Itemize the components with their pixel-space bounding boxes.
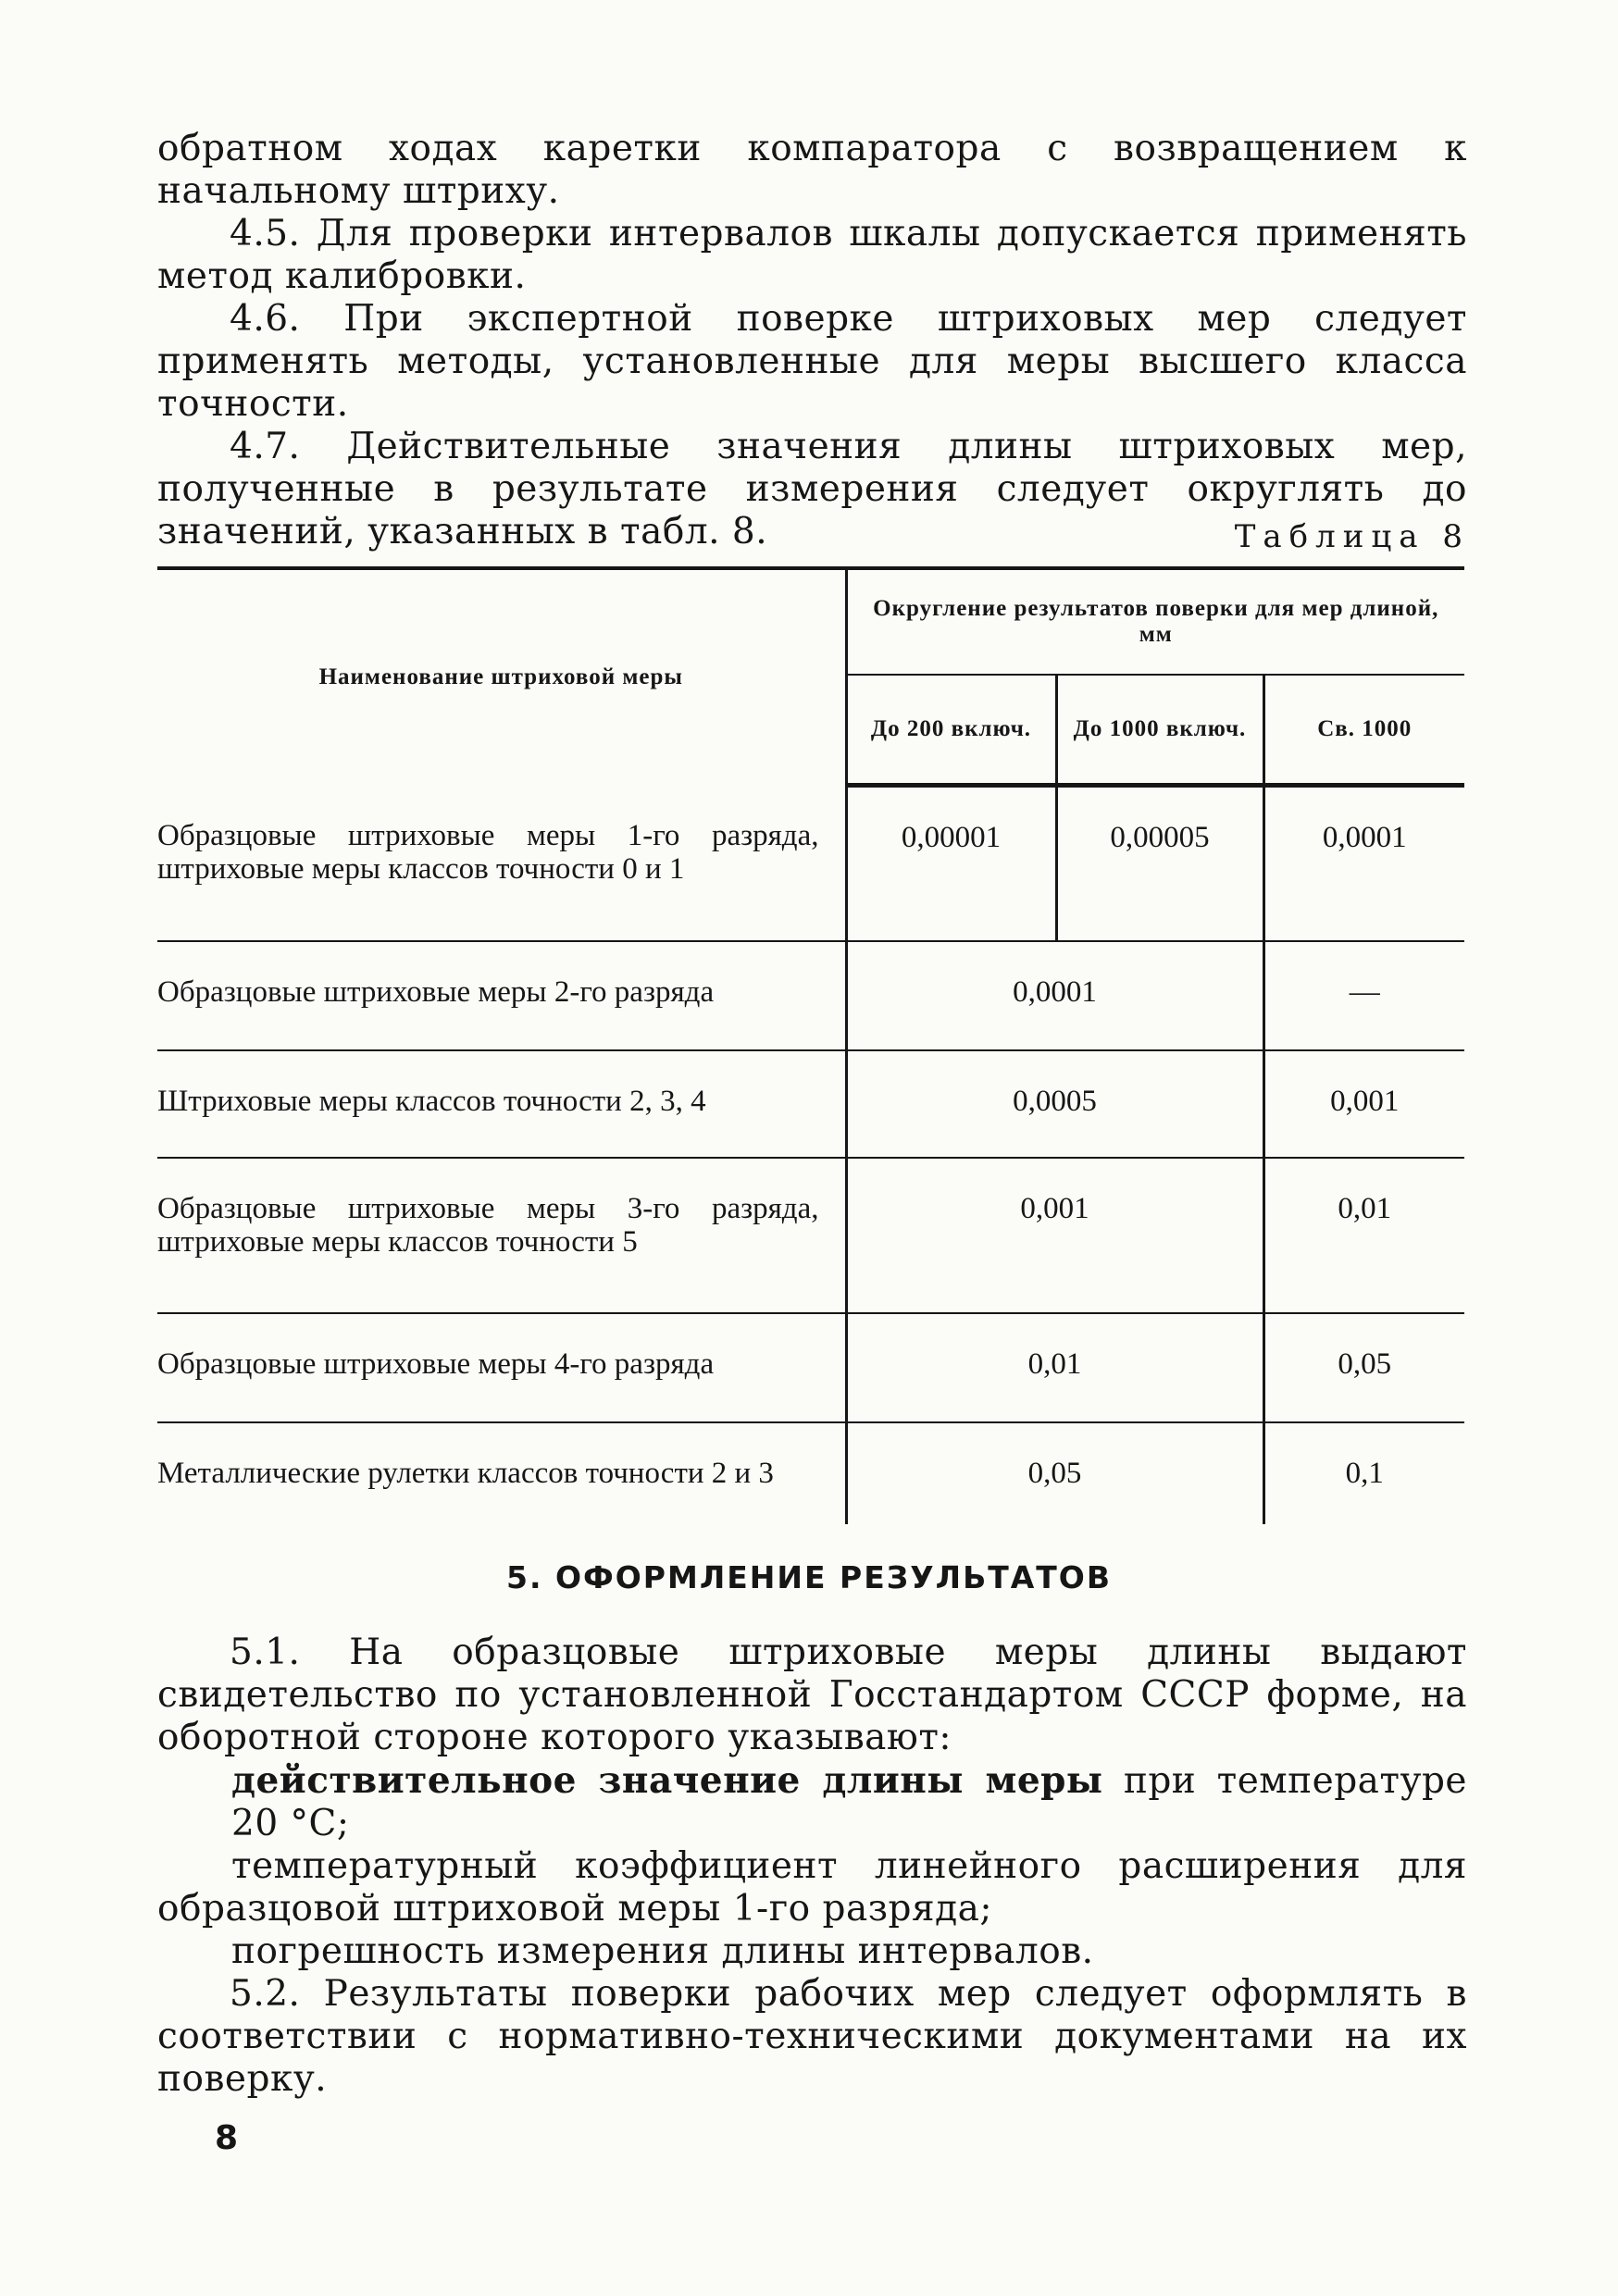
page-number: 8: [215, 2119, 239, 2157]
header-up-to-200: До 200 включ.: [846, 675, 1056, 786]
paragraph-4-5: 4.5. Для проверки интервалов шкалы допускается применять метод калибровки.: [157, 213, 1467, 297]
row-value-up-to-1000: 0,0001: [846, 941, 1263, 1050]
row-value-up-to-1000: 0,01: [846, 1313, 1263, 1422]
table-row: [157, 1313, 1464, 1422]
table-row: [157, 1422, 1464, 1524]
top-paragraphs: [157, 128, 1467, 553]
row-value-1000: 0,00005: [1056, 786, 1263, 941]
table-row: [157, 941, 1464, 1050]
header-up-to-1000: До 1000 включ.: [1056, 675, 1263, 786]
paragraph-5-1: 5.1. На образцовые штриховые меры длины выдают свидетельство по установленной Госстандартом СССР форме, на оборотной стороне которого указывают:: [157, 1632, 1467, 1758]
list-item-bold: действительное значение длины меры: [231, 1759, 1103, 1802]
row-value-up-to-1000: 0,0005: [846, 1050, 1263, 1158]
row-value-over-1000: 0,0001: [1263, 786, 1464, 941]
row-value-over-1000: 0,001: [1263, 1050, 1464, 1158]
row-value-200: 0,00001: [846, 786, 1056, 941]
table-row: [157, 786, 1464, 941]
paragraph-5-2: 5.2. Результаты поверки рабочих мер следует оформлять в соответствии с нормативно-техническими документами на их поверку.: [157, 1973, 1467, 2100]
row-value-over-1000: —: [1263, 941, 1464, 1050]
rounding-table: [157, 566, 1464, 1524]
list-item: температурный коэффициент линейного расширения для образцовой штриховой меры 1-го разряда;: [157, 1845, 1467, 1930]
section-heading: 5. ОФОРМЛЕНИЕ РЕЗУЛЬТАТОВ: [505, 1559, 1112, 1595]
row-value-over-1000: 0,01: [1263, 1158, 1464, 1313]
table-caption: Таблица 8: [1234, 518, 1470, 555]
row-name: Штриховые меры классов точности 2, 3, 4: [157, 1084, 706, 1118]
list-item: [157, 1759, 1467, 1845]
paragraph-4-6: 4.6. При экспертной поверке штриховых мер следует применять методы, установленные для меры высшего класса точности.: [157, 298, 1467, 425]
row-value-over-1000: 0,05: [1263, 1313, 1464, 1422]
row-name: Образцовые штриховые меры 3-го разряда, штриховые меры классов точности 5: [157, 1191, 819, 1259]
table-row: [157, 1158, 1464, 1313]
paragraph-4-7: 4.7. Действительные значения длины штриховых мер, полученные в результате измерения следует округлять до значений, указанных в табл. 8.: [157, 426, 1467, 552]
section-body: [157, 1632, 1467, 2101]
list-item: погрешность измерения длины интервалов.: [231, 1930, 1094, 1972]
row-name: Образцовые штриховые меры 4-го разряда: [157, 1347, 715, 1381]
list-item-rest: при температуре 20 °С;: [231, 1760, 1467, 1844]
row-value-up-to-1000: 0,05: [846, 1422, 1263, 1524]
header-over-1000: Св. 1000: [1263, 675, 1464, 786]
row-value-over-1000: 0,1: [1263, 1422, 1464, 1524]
header-measure-name: Наименование штриховой меры: [318, 664, 683, 690]
header-rounding-group: Округление результатов поверки для мер длиной, мм: [846, 568, 1464, 675]
row-name: Металлические рулетки классов точности 2 и 3: [157, 1456, 774, 1490]
row-name: Образцовые штриховые меры 1-го разряда, штриховые меры классов точности 0 и 1: [157, 818, 819, 886]
table-row: [157, 1050, 1464, 1158]
row-value-up-to-1000: 0,001: [846, 1158, 1263, 1313]
row-name: Образцовые штриховые меры 2-го разряда: [157, 974, 715, 1009]
paragraph-continuation: обратном ходах каретки компаратора с возвращением к начальному штриху.: [157, 128, 1467, 212]
